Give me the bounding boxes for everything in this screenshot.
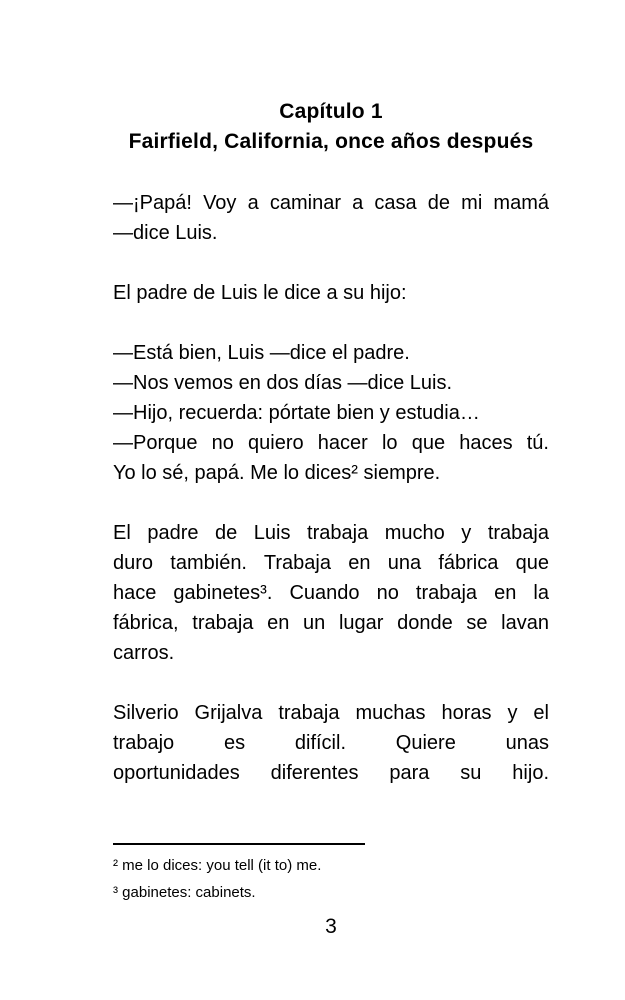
text-line: —Hijo, recuerda: pórtate bien y estudia… <box>113 402 480 424</box>
text-line: —Nos vemos en dos días —dice Luis. <box>113 372 453 394</box>
footnote-divider <box>113 843 365 845</box>
footnote: ³ gabinetes: cabinets. <box>113 884 256 901</box>
page-number: 3 <box>325 915 337 938</box>
paragraph-narration-2 <box>113 518 549 668</box>
footnote: ² me lo dices: you tell (it to) me. <box>113 857 322 874</box>
text-line: oportunidades diferentes para su hijo. <box>113 762 549 784</box>
text-line: fábrica, trabaja en un lugar donde se lavan <box>113 612 549 634</box>
text-line: —¡Papá! Voy a caminar a casa de mi mamá <box>113 192 549 214</box>
text-line: —Está bien, Luis —dice el padre. <box>113 342 410 364</box>
text-line: carros. <box>113 642 175 664</box>
text-line: El padre de Luis le dice a su hijo: <box>113 282 407 304</box>
text-line: El padre de Luis trabaja mucho y trabaja <box>113 522 549 544</box>
chapter-title: Capítulo 1 <box>279 100 383 123</box>
paragraph-dialogue-2 <box>113 338 549 488</box>
text-line: —dice Luis. <box>113 222 218 244</box>
text-line: trabajo es difícil. Quiere unas <box>113 732 549 754</box>
footnote-block <box>113 843 549 906</box>
text-line: —Porque no quiero hacer lo que haces tú. <box>113 432 549 454</box>
text-line: hace gabinetes³. Cuando no trabaja en la <box>113 582 549 604</box>
text-line: duro también. Trabaja en una fábrica que <box>113 552 549 574</box>
chapter-subtitle: Fairfield, California, once años después <box>128 130 534 153</box>
paragraph-narration-3 <box>113 698 549 788</box>
text-line: Yo lo sé, papá. Me lo dices² siempre. <box>113 462 441 484</box>
paragraph-narration-1 <box>113 278 549 308</box>
paragraph-dialogue-1 <box>113 188 549 248</box>
text-line: Silverio Grijalva trabaja muchas horas y el <box>113 702 549 724</box>
